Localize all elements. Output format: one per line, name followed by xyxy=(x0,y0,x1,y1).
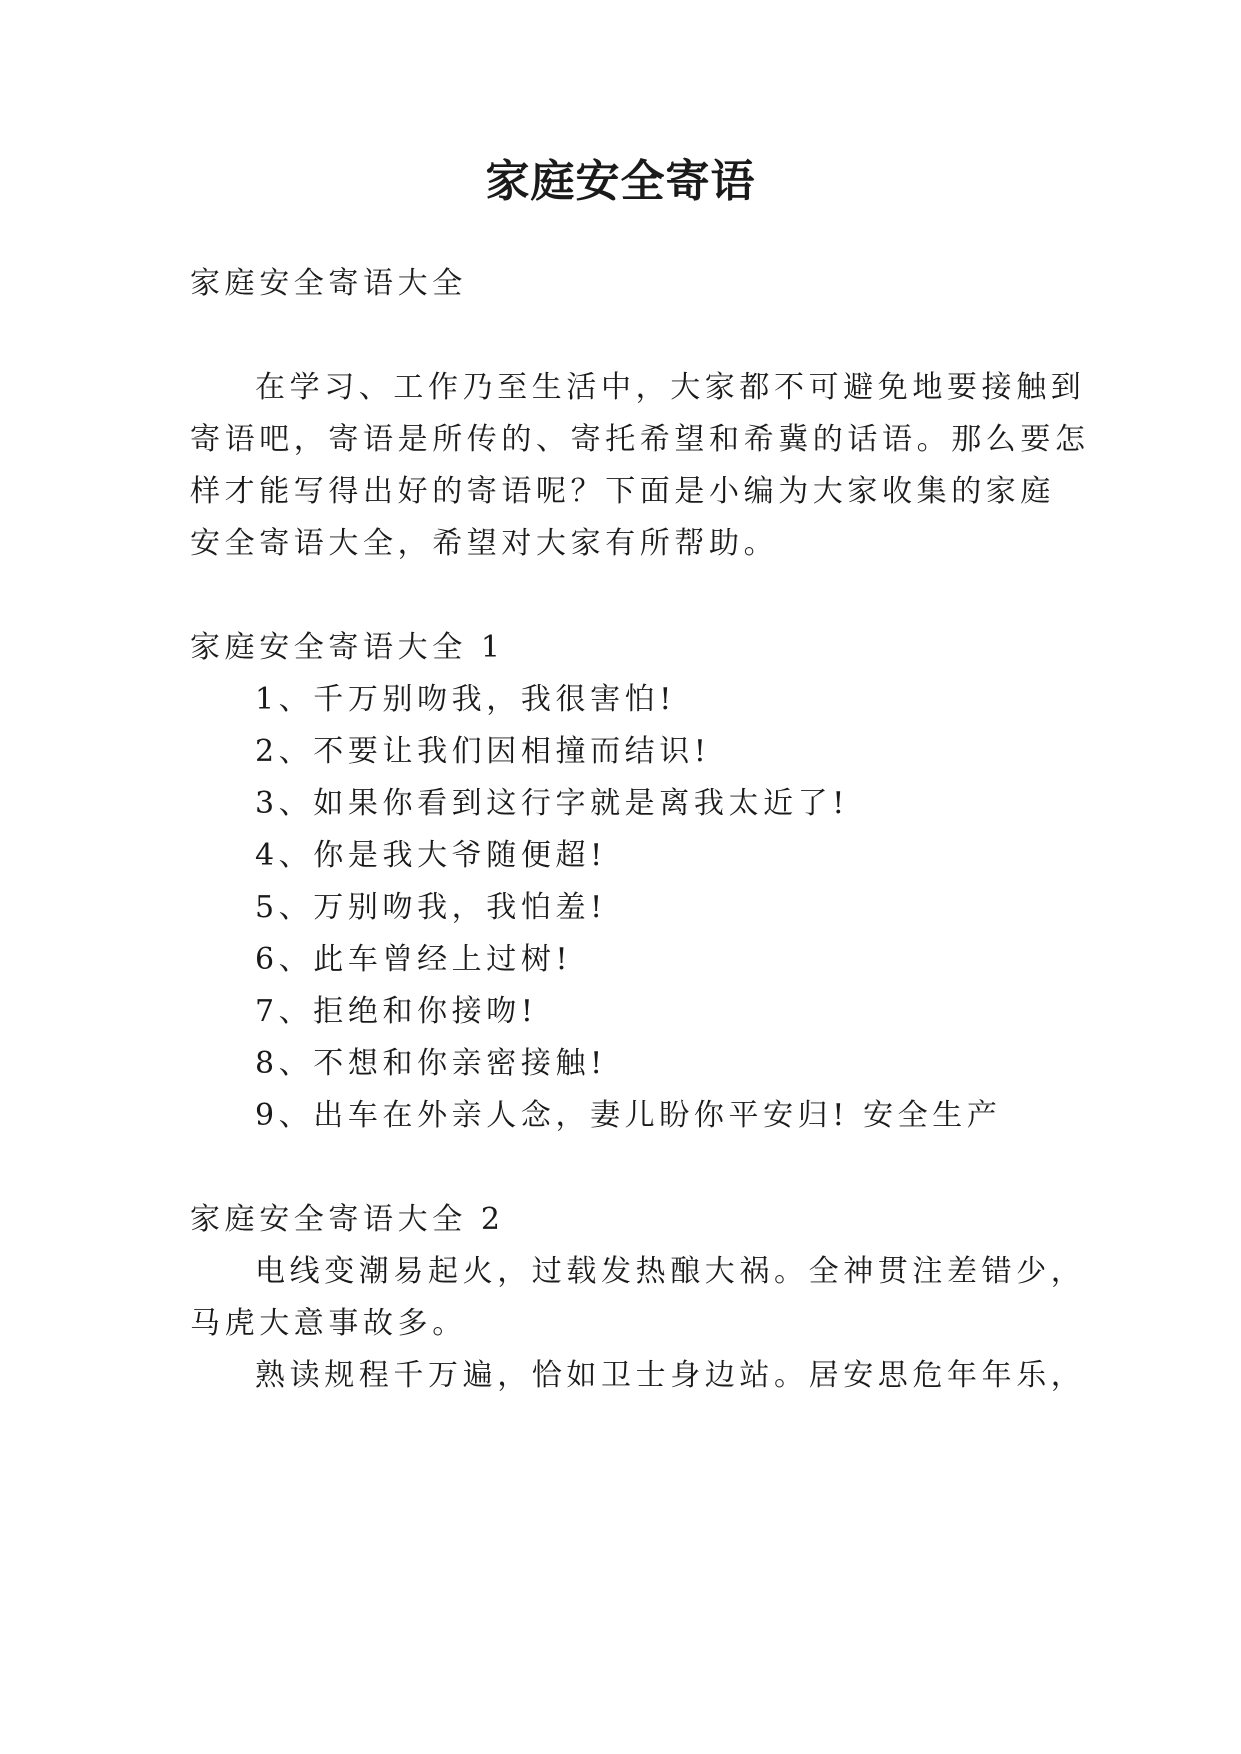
list-item: 4、你是我大爷随便超! xyxy=(255,838,607,873)
list-item: 3、如果你看到这行字就是离我太近了! xyxy=(255,786,849,821)
document-title: 家庭安全寄语 xyxy=(485,156,756,207)
section2-line-2: 马虎大意事故多。 xyxy=(190,1306,467,1341)
intro-line-3: 样才能写得出好的寄语呢？下面是小编为大家收集的家庭 xyxy=(190,474,1055,509)
intro-line-2: 寄语吧，寄语是所传的、寄托希望和希冀的话语。那么要怎 xyxy=(190,422,1090,457)
section2-line-3: 熟读规程千万遍，恰如卫士身边站。居安思危年年乐， xyxy=(255,1358,1086,1393)
section1-heading: 家庭安全寄语大全 1 xyxy=(190,630,505,665)
intro-line-1: 在学习、工作乃至生活中，大家都不可避免地要接触到 xyxy=(255,370,1086,405)
document-subtitle: 家庭安全寄语大全 xyxy=(190,266,467,301)
list-item: 5、万别吻我，我怕羞! xyxy=(255,890,607,925)
intro-line-4: 安全寄语大全，希望对大家有所帮助。 xyxy=(190,526,779,561)
list-item: 7、拒绝和你接吻! xyxy=(255,994,538,1029)
list-item: 9、出车在外亲人念，妻儿盼你平安归! 安全生产 xyxy=(255,1098,1002,1133)
section2-line-1: 电线变潮易起火，过载发热酿大祸。全神贯注差错少， xyxy=(255,1254,1086,1289)
section2-heading: 家庭安全寄语大全 2 xyxy=(190,1202,505,1237)
list-item: 2、不要让我们因相撞而结识! xyxy=(255,734,711,769)
list-item: 8、不想和你亲密接触! xyxy=(255,1046,607,1081)
list-item: 1、千万别吻我，我很害怕! xyxy=(255,682,676,717)
list-item: 6、此车曾经上过树! xyxy=(255,942,573,977)
